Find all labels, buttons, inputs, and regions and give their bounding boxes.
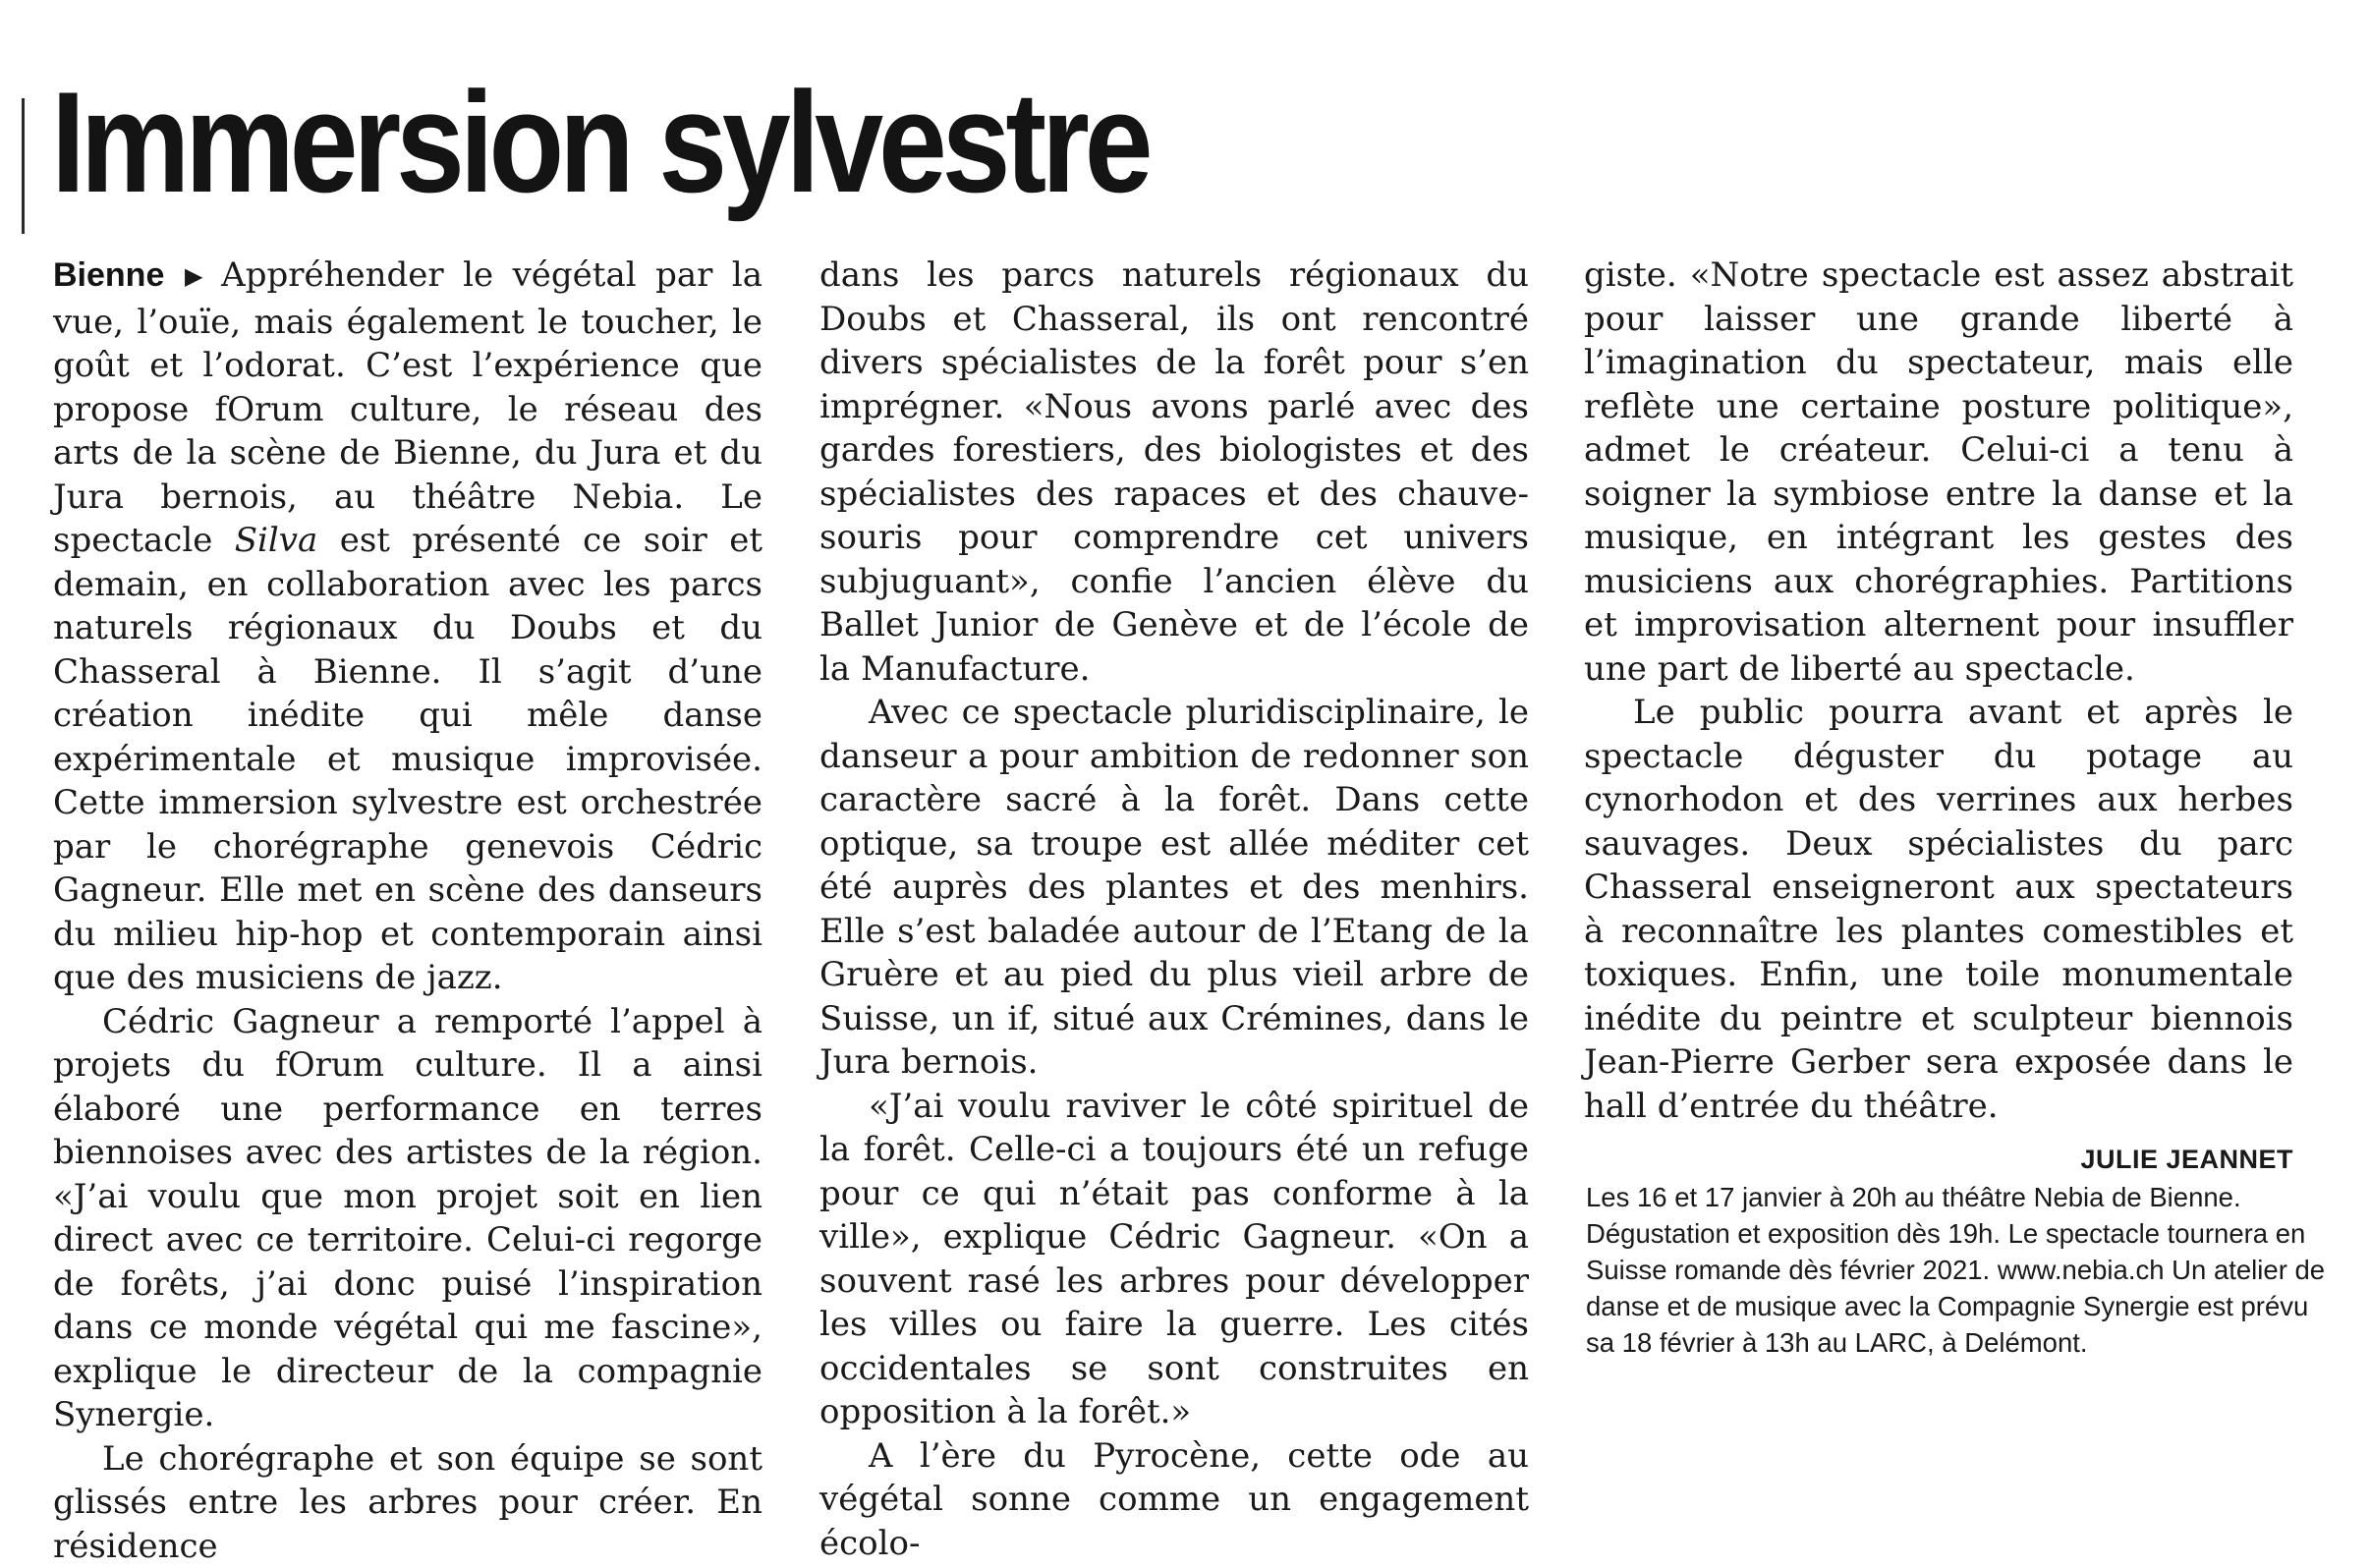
headline-rule <box>22 98 25 234</box>
event-info-text: Les 16 et 17 janvier à 20h au théâtre Nebia de Bienne. Dégustation et exposition dès 19h. Le spectacle tournera en Suisse romande dès février 2021. www.nebia.ch Un atelier de danse et de musique avec la Compagnie Synergie est prévu sa 18 février à 13h au LARC, à Delémont. <box>1586 1179 2333 1361</box>
article-column-2 <box>819 253 1529 1565</box>
dateline-arrow-icon: ▶ <box>176 262 211 290</box>
paragraph-text: est présenté ce soir et demain, en collaboration avec les parcs naturels régionaux du Doubs et du Chasseral à Bienne. Il s’agit d’une création inédite qui mêle danse expérimentale et musique improvisée. Cette immersion sylvestre est orchestrée par le chorégraphe genevois Cédric Gagneur. Elle met en scène des danseurs du milieu hip-hop et contemporain ainsi que des musiciens de jazz. <box>53 521 762 997</box>
headline: Immersion sylvestre <box>51 71 1148 214</box>
paragraph: Le public pourra avant et après le spectacle déguster du potage au cynorhodon et des verrines aux herbes sauvages. Deux spécialistes du parc Chasseral enseigneront aux spectateurs à reconnaître les plantes comestibles et toxiques. Enfin, une toile monumentale inédite du peintre et sculpteur biennois Jean-Pierre Gerber sera exposée dans le hall d’entrée du théâtre. <box>1584 691 2293 1128</box>
article-column-1 <box>53 253 762 1568</box>
paragraph: A l’ère du Pyrocène, cette ode au végétal sonne comme un engagement écolo- <box>819 1434 1529 1566</box>
paragraph <box>53 253 762 1000</box>
paragraph: giste. «Notre spectacle est assez abstrait pour laisser une grande liberté à l’imagination du spectateur, mais elle reflète une certaine posture politique», admet le créateur. Celui-ci a tenu à soigner la symbiose entre la danse et la musique, en intégrant les gestes des musiciens aux chorégraphies. Partitions et improvisation alternent pour insuffler une part de liberté au spectacle. <box>1584 253 2293 691</box>
article-column-3 <box>1584 253 2293 1182</box>
paragraph-text: Appréhender le végétal par la vue, l’ouïe, mais également le toucher, le goût et l’odorat. C’est l’expérience que propose fOrum culture, le réseau des arts de la scène de Bienne, du Jura et du Jura bernois, au théâtre Nebia. Le spectacle <box>53 255 762 560</box>
paragraph: Avec ce spectacle pluridisciplinaire, le danseur a pour ambition de redonner son caractère sacré à la forêt. Dans cette optique, sa troupe est allée méditer cet été auprès des plantes et des menhirs. Elle s’est baladée autour de l’Etang de la Gruère et au pied du plus vieil arbre de Suisse, un if, situé aux Crémines, dans le Jura bernois. <box>819 691 1529 1085</box>
show-title: Silva <box>235 521 318 560</box>
dateline: Bienne <box>53 256 164 294</box>
event-info-box <box>1586 1179 2333 1361</box>
paragraph: Cédric Gagneur a remporté l’appel à projets du fOrum culture. Il a ainsi élaboré une performance en terres biennoises avec des artistes de la région. «J’ai voulu que mon projet soit en lien direct avec ce territoire. Celui-ci regorge de forêts, j’ai donc puisé l’inspiration dans ce monde végétal qui me fascine», explique le directeur de la compagnie Synergie. <box>53 1000 762 1437</box>
paragraph: Le chorégraphe et son équipe se sont glissés entre les arbres pour créer. En résidence <box>53 1437 762 1568</box>
paragraph: dans les parcs naturels régionaux du Doubs et Chasseral, ils ont rencontré divers spécialistes de la forêt pour s’en imprégner. «Nous avons parlé avec des gardes forestiers, des biologistes et des spécialistes des rapaces et des chauve-souris pour comprendre cet univers subjuguant», confie l’ancien élève du Ballet Junior de Genève et de l’école de la Manufacture. <box>819 253 1529 691</box>
paragraph: «J’ai voulu raviver le côté spirituel de la forêt. Celle-ci a toujours été un refuge pour ce qui n’était pas conforme à la ville», explique Cédric Gagneur. «On a souvent rasé les arbres pour développer les villes ou faire la guerre. Les cités occidentales se sont construites en opposition à la forêt.» <box>819 1085 1529 1434</box>
byline: JULIE JEANNET <box>1584 1138 2293 1182</box>
